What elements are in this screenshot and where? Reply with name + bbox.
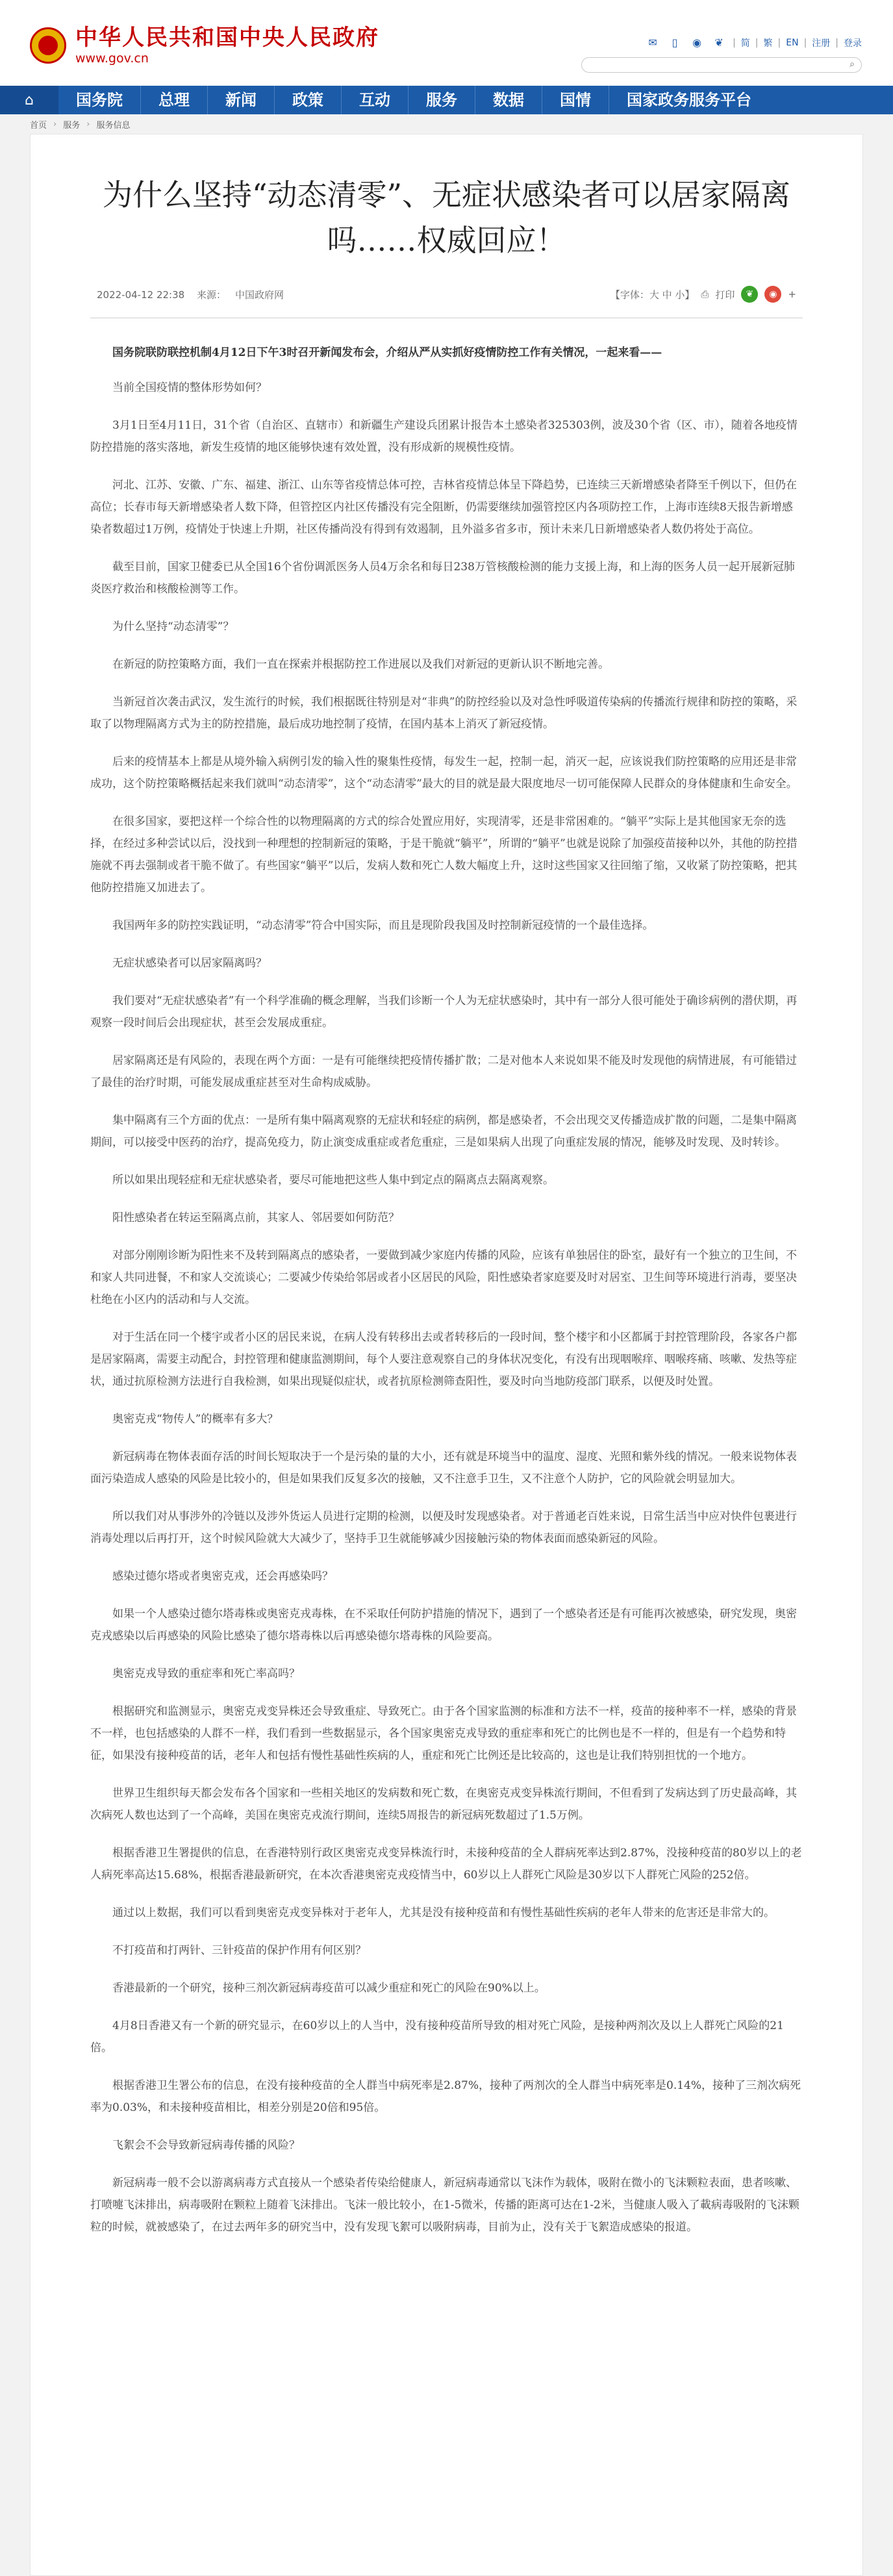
article-paragraph: 在很多国家，要把这样一个综合性的以物理隔离的方式的综合处置应用好，实现清零，还是非常困难的。“躺平”实际上是其他国家无奈的选择，在经过多种尝试以后，没找到一种理想的控制新冠的策略，于是干脆就“躺平”，所谓的“躺平”也就是说除了加强疫苗接种以外，其他的防控措施就不再去强制或者干脆不做了。有些国家“躺平”以后，发病人数和死亡人数大幅度上升，这时这些国家又往回缩了缩，又收紧了防控策略，把其他防控措施又加进去了。 bbox=[90, 815, 798, 894]
nav-item-national-info[interactable]: 国情 bbox=[542, 86, 609, 114]
article-paragraph: 不打疫苗和打两针、三针疫苗的保护作用有何区别？ bbox=[112, 1944, 366, 1957]
wechat-icon[interactable]: ❦ bbox=[714, 36, 723, 49]
article-paragraph: 通过以上数据，我们可以看到奥密克戎变异株对于老年人，尤其是没有接种疫苗和有慢性基础性疾病的老年人带来的危害还是非常大的。 bbox=[112, 1906, 775, 1919]
search-input[interactable] bbox=[581, 57, 862, 73]
article-paragraph: 新冠病毒一般不会以游离病毒方式直接从一个感染者传染给健康人，新冠病毒通常以飞沫作为载体，吸附在微小的飞沫颗粒表面，患者咳嗽、打喷嚏飞沫排出，病毒吸附在颗粒上随着飞沫排出。飞沫一般比较小，在1-5微米，传播的距离可达在1-2米，当健康人吸入了載病毒吸附的飞沫颗粒的时候，就被感染了，在过去两年多的研究当中，没有发现飞絮可以吸附病毒，目前为止，没有关于飞絮造成感染的报道。 bbox=[90, 2177, 799, 2234]
article-paragraph: 新冠病毒在物体表面存活的时间长短取决于一个是污染的量的大小，还有就是环境当中的温度、湿度、光照和紫外线的情况。一般来说物体表面污染造成人感染的风险是比较小的，但是如果我们反复多次的接触，又不注意手卫生，又不注意个人防护，它的风险就会明显加大。 bbox=[90, 1450, 797, 1485]
home-icon[interactable]: ⌂ bbox=[0, 86, 58, 114]
article-source: 中国政府网 bbox=[234, 288, 284, 301]
nav-item-data[interactable]: 数据 bbox=[475, 86, 542, 114]
lang-simplified[interactable]: 简 bbox=[740, 38, 750, 49]
article-paragraph: 如果一个人感染过德尔塔毒株或奥密克戎毒株，在不采取任何防护措施的情况下，遇到了一个感染者还是有可能再次被感染，研究发现，奥密克戎感染以后再感染的风险比感染了德尔塔毒株以后再感染德尔塔毒株的风险要高。 bbox=[90, 1608, 797, 1643]
lang-traditional[interactable]: 繁 bbox=[763, 38, 773, 49]
article-paragraph: 当新冠首次袭击武汉，发生流行的时候，我们根据既往特别是对“非典”的防控经验以及对急性呼吸道传染病的传播流行规律和防控的策略，采取了以物理隔离方式为主的防控措施，最后成功地控制了疫情，在国内基本上消灭了新冠疫情。 bbox=[90, 696, 798, 731]
utility-bar: ✉ ▯ ◉ ❦ | 简 | 繁 | EN | 注册 | 登录 bbox=[644, 36, 862, 49]
article-paragraph: 奥密克戎导致的重症率和死亡率高吗？ bbox=[112, 1667, 300, 1680]
source-label: 来源： bbox=[196, 288, 226, 301]
national-emblem-icon bbox=[30, 27, 66, 64]
lang-english[interactable]: EN bbox=[786, 38, 799, 48]
print-icon[interactable]: ⎙ bbox=[701, 288, 709, 300]
article-meta bbox=[90, 281, 803, 307]
print-button[interactable]: 打印 bbox=[715, 288, 735, 301]
article-paragraph: 阳性感染者在转运至隔离点前，其家人、邻居要如何防范？ bbox=[112, 1211, 399, 1224]
article-paragraph: 河北、江苏、安徽、广东、福建、浙江、山东等省疫情总体可控，吉林省疫情总体呈下降趋势，已连续三天新增感染者降至千例以下，但仍在高位；长春市每天新增感染者人数下降，但管控区内社区传播没有完全阻断，仍需要继续加强管控区内各项防控工作，上海市连续8天报告新增感染者数超过1万例，疫情处于快速上升期，社区传播尚没有得到有效遏制，且外溢多省多市，预计未来几日新增感染者人数仍将处于高位。 bbox=[90, 479, 797, 536]
article-paragraph: 根据香港卫生署提供的信息，在香港特别行政区奥密克戎变异株流行时，未接种疫苗的全人群病死率达到2.87%，没接种疫苗的80岁以上的老人病死率高达15.68%，根据香港最新研究，在本次香港奥密克戎疫情当中，60岁以上人群死亡风险是30岁以下人群死亡风险的252倍。 bbox=[90, 1847, 802, 1882]
weibo-icon[interactable]: ◉ bbox=[692, 36, 702, 49]
breadcrumb-service[interactable]: 服务 bbox=[63, 120, 81, 131]
article-paragraph: 香港最新的一个研究，接种三剂次新冠病毒疫苗可以减少重症和死亡的风险在90%以上。 bbox=[112, 1982, 546, 1995]
nav-item-premier[interactable]: 总理 bbox=[141, 86, 208, 114]
article-paragraph: 飞絮会不会导致新冠病毒传播的风险？ bbox=[112, 2139, 300, 2152]
breadcrumb-service-info[interactable]: 服务信息 bbox=[96, 120, 131, 131]
login-link[interactable]: 登录 bbox=[844, 38, 862, 49]
article-paragraph: 世界卫生组织每天都会发布各个国家和一些相关地区的发病数和死亡数，在奥密克戎变异株流行期间，不但看到了发病达到了历史最高峰，其次病死人数也达到了一个高峰，美国在奥密克戎流行期间，连续5周报告的新冠病死数超过了1.5万例。 bbox=[90, 1787, 797, 1822]
nav-item-news[interactable]: 新闻 bbox=[208, 86, 275, 114]
article-paragraph: 为什么坚持“动态清零”？ bbox=[112, 620, 234, 633]
site-name: 中华人民共和国中央人民政府 bbox=[75, 25, 379, 51]
search-icon[interactable]: ⌕ bbox=[849, 59, 855, 69]
article-paragraph: 我国两年多的防控实践证明，“动态清零”符合中国实际，而且是现阶段我国及时控制新冠疫情的一个最佳选择。 bbox=[112, 919, 654, 932]
article-paragraph: 所以如果出现轻症和无症状感染者，要尽可能地把这些人集中到定点的隔离点去隔离观察。 bbox=[112, 1174, 554, 1187]
more-share-icon[interactable]: + bbox=[788, 288, 796, 300]
article-paragraph: 居家隔离还是有风险的，表现在两个方面：一是有可能继续把疫情传播扩散；二是对他本人来说如果不能及时发现他的病情进展，有可能错过了最佳的治疗时期，可能发展成重症甚至对生命构成威胁。 bbox=[90, 1054, 797, 1089]
mobile-icon[interactable]: ▯ bbox=[672, 36, 678, 49]
weibo-share-icon[interactable]: ◉ bbox=[764, 286, 781, 303]
nav-item-service-platform[interactable]: 国家政务服务平台 bbox=[627, 91, 751, 109]
breadcrumb-home[interactable]: 首页 bbox=[30, 120, 47, 131]
font-size-control[interactable]: 【字体：大 中 小】 bbox=[610, 288, 695, 301]
article-paragraph: 我们要对“无症状感染者”有一个科学准确的概念理解，当我们诊断一个人为无症状感染时，其中有一部分人很可能处于确诊病例的潜伏期，再观察一段时间后会出现症状，甚至会发展成重症。 bbox=[90, 994, 798, 1029]
article-body bbox=[90, 342, 803, 2238]
article-paragraph: 无症状感染者可以居家隔离吗？ bbox=[112, 957, 267, 970]
article-paragraph: 截至目前，国家卫健委已从全国16个省份调派医务人员4万余名和每日238万管核酸检测的能力支援上海，和上海的医务人员一起开展新冠肺炎医疗救治和核酸检测等工作。 bbox=[90, 561, 795, 596]
site-url: www.gov.cn bbox=[75, 51, 149, 66]
chevron-right-icon: › bbox=[86, 119, 90, 129]
article-container bbox=[30, 134, 863, 2576]
article-paragraph: 根据香港卫生署公布的信息，在没有接种疫苗的全人群当中病死率是2.87%，接种了两剂次的全人群当中病死率是0.14%，接种了三剂次病死率为0.03%，和未接种疫苗相比，相差分别是20倍和95倍。 bbox=[90, 2079, 801, 2114]
article-date: 2022-04-12 22:38 bbox=[97, 288, 185, 301]
article-paragraph: 3月1日至4月11日，31个省（自治区、直辖市）和新疆生产建设兵团累计报告本土感染者325303例，波及30个省（区、市），随着各地疫情防控措施的落实落地，新发生疫情的地区能够快速有效处置，没有形成新的规模性疫情。 bbox=[90, 419, 798, 454]
main-nav bbox=[0, 86, 893, 114]
article-paragraph: 后来的疫情基本上都是从境外输入病例引发的输入性的聚集性疫情，每发生一起，控制一起，消灭一起，应该说我们防控策略的应用还是非常成功，这个防控策略概括起来我们就叫“动态清零”，这个“动态清零”最大的目的就是最大限度地尽一切可能保障人民群众的身体健康和生命安全。 bbox=[90, 755, 798, 790]
article-paragraph: 感染过德尔塔或者奥密克戎，还会再感染吗？ bbox=[112, 1570, 333, 1583]
site-header bbox=[0, 0, 893, 86]
article-paragraph: 4月8日香港又有一个新的研究显示，在60岁以上的人当中，没有接种疫苗所导致的相对死亡风险，是接种两剂次及以上人群死亡风险的21倍。 bbox=[90, 2019, 784, 2054]
chevron-right-icon: › bbox=[53, 119, 57, 129]
article-paragraph: 对于生活在同一个楼宇或者小区的居民来说，在病人没有转移出去或者转移后的一段时间，整个楼宇和小区都属于封控管理阶段，各家各户都是居家隔离，需要主动配合，封控管理和健康监测期间，每个人要注意观察自己的身体状况变化，有没有出现咽喉痒、咽喉疼痛、咳嗽、发热等症状，通过抗原检测方法进行自我检测，如果出现疑似症状，或者抗原检测筛查阳性，要及时向当地防疫部门联系，以便及时处置。 bbox=[90, 1331, 797, 1388]
nav-item-state-council[interactable]: 国务院 bbox=[58, 86, 141, 114]
article-lead: 国务院联防联控机制4月12日下午3时召开新闻发布会，介绍从严从实抓好疫情防控工作有关情况，一起来看—— bbox=[112, 346, 662, 359]
nav-item-service[interactable]: 服务 bbox=[409, 86, 475, 114]
article-paragraph: 在新冠的防控策略方面，我们一直在探索并根据防控工作进展以及我们对新冠的更新认识不断地完善。 bbox=[112, 658, 609, 671]
article-paragraph: 奥密克戎“物传人”的概率有多大？ bbox=[112, 1413, 279, 1426]
mail-icon[interactable]: ✉ bbox=[648, 36, 657, 49]
article-paragraph: 集中隔离有三个方面的优点：一是所有集中隔离观察的无症状和轻症的病例，都是感染者，不会出现交叉传播造成扩散的问题，二是集中隔离期间，可以接受中医药的治疗，提高免疫力，防止演变成重症或者危重症，三是如果病人出现了向重症发展的情况，能够及时发现、及时转诊。 bbox=[90, 1114, 797, 1149]
article-paragraph: 所以我们对从事涉外的冷链以及涉外货运人员进行定期的检测，以便及时发现感染者。对于普通老百姓来说，日常生活当中应对快件包裹进行消毒处理以后再打开，这个时候风险就大大减少了，坚持手卫生就能够减少因接触污染的物体表面而感染新冠的风险。 bbox=[90, 1510, 797, 1545]
article-paragraph: 对部分刚刚诊断为阳性来不及转到隔离点的感染者，一要做到减少家庭内传播的风险，应该有单独居住的卧室，最好有一个独立的卫生间，不和家人共同进餐，不和家人交流谈心；二要减少传染给邻居或者小区居民的风险，阳性感染者家庭要及时对居室、卫生间等环境进行消毒，要坚决杜绝在小区内的活动和与人交流。 bbox=[90, 1249, 797, 1306]
article-paragraph: 根据研究和监测显示，奥密克戎变异株还会导致重症、导致死亡。由于各个国家监测的标准和方法不一样，疫苗的接种率不一样，感染的背景不一样，也包括感染的人群不一样，我们看到一些数据显示，各个国家奥密克戎导致的重症率和死亡的比例也是不一样的，但是有一个趋势和特征，如果没有接种疫苗的话，老年人和包括有慢性基础性疾病的人，重症和死亡比例还是比较高的，这也是让我们特别担忧的一个地方。 bbox=[90, 1705, 797, 1762]
site-logo[interactable] bbox=[30, 25, 379, 66]
breadcrumb bbox=[0, 114, 893, 134]
article-title: 为什么坚持“动态清零”、无症状感染者可以居家隔离吗……权威回应！ bbox=[102, 177, 791, 258]
register-link[interactable]: 注册 bbox=[812, 38, 831, 49]
nav-item-interaction[interactable]: 互动 bbox=[342, 86, 409, 114]
wechat-share-icon[interactable]: ❦ bbox=[741, 286, 758, 303]
article-paragraph: 当前全国疫情的整体形势如何？ bbox=[112, 381, 267, 394]
nav-item-policy[interactable]: 政策 bbox=[275, 86, 342, 114]
